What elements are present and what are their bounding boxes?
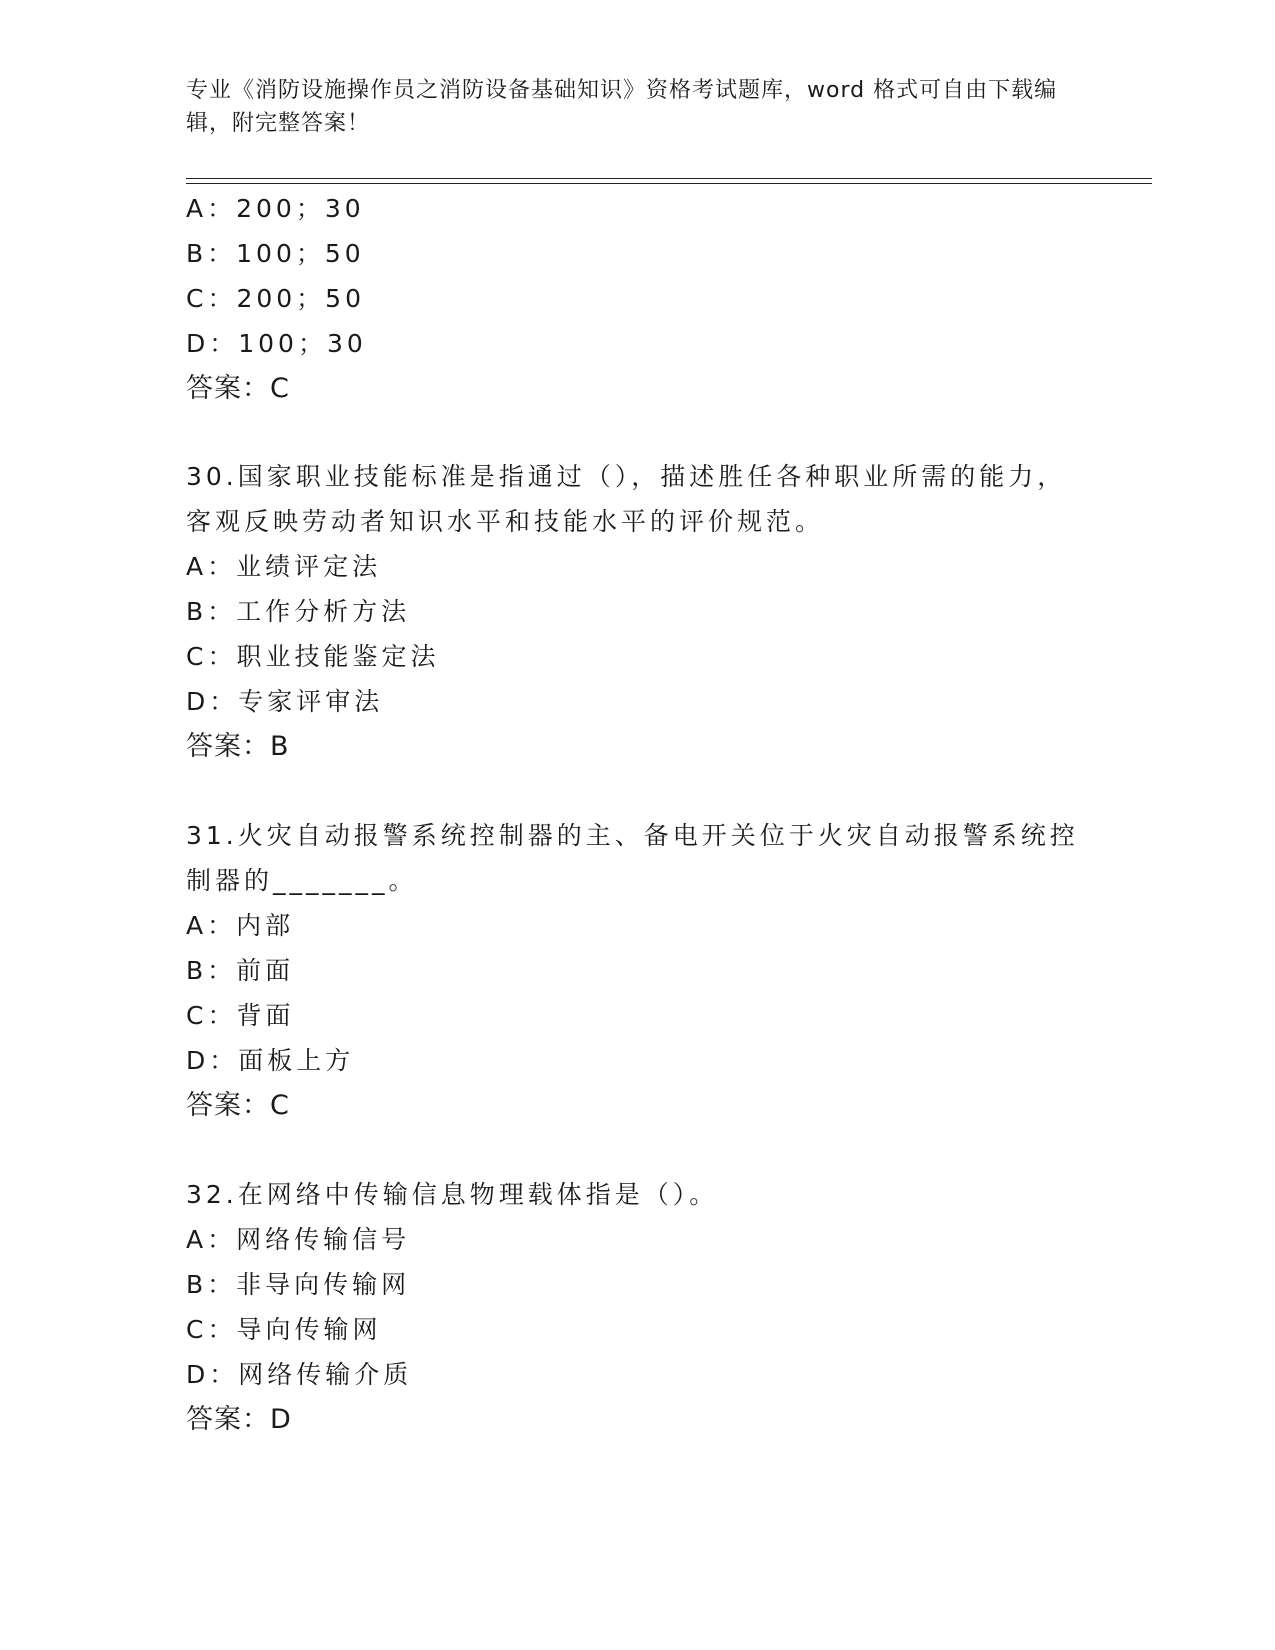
q32-option-c: C：导向传输网 — [186, 1315, 382, 1344]
header-divider-bottom — [186, 183, 1152, 184]
q30-option-a: A：业绩评定法 — [186, 552, 382, 581]
q31-option-c: C：背面 — [186, 1001, 295, 1030]
q32-option-a: A：网络传输信号 — [186, 1225, 411, 1254]
q31-option-b: B：前面 — [186, 956, 295, 985]
q31-option-a: A：内部 — [186, 911, 295, 940]
q30-option-c: C：职业技能鉴定法 — [186, 642, 440, 671]
q29-option-a: A：200；30 — [186, 194, 365, 223]
q29-option-b: B：100；50 — [186, 239, 365, 268]
q29-answer: 答案：C — [186, 373, 290, 404]
q30-answer: 答案：B — [186, 731, 290, 762]
q32-option-b: B：非导向传输网 — [186, 1270, 411, 1299]
q32-option-d: D：网络传输介质 — [186, 1360, 413, 1389]
q30-option-d: D：专家评审法 — [186, 687, 384, 716]
q32-answer: 答案：D — [186, 1404, 292, 1435]
q30-stem-line2: 客观反映劳动者知识水平和技能水平的评价规范。 — [186, 507, 825, 536]
q29-option-c: C：200；50 — [186, 284, 365, 313]
q32-stem-line1: 32.在网络中传输信息物理载体指是（）。 — [186, 1180, 719, 1209]
q31-option-d: D：面板上方 — [186, 1046, 355, 1075]
q31-answer: 答案：C — [186, 1090, 290, 1121]
document-header: 专业《消防设施操作员之消防设备基础知识》资格考试题库，word 格式可自由下载编辑，附完整答案！ — [186, 78, 1058, 136]
q31-stem-line2: 制器的_______。 — [186, 866, 418, 895]
q30-stem-line1: 30.国家职业技能标准是指通过（），描述胜任各种职业所需的能力， — [186, 462, 1067, 491]
q30-option-b: B：工作分析方法 — [186, 597, 411, 626]
q31-stem-line1: 31.火灾自动报警系统控制器的主、备电开关位于火灾自动报警系统控 — [186, 821, 1079, 850]
header-divider-top — [186, 178, 1152, 179]
q29-option-d: D：100；30 — [186, 329, 367, 358]
